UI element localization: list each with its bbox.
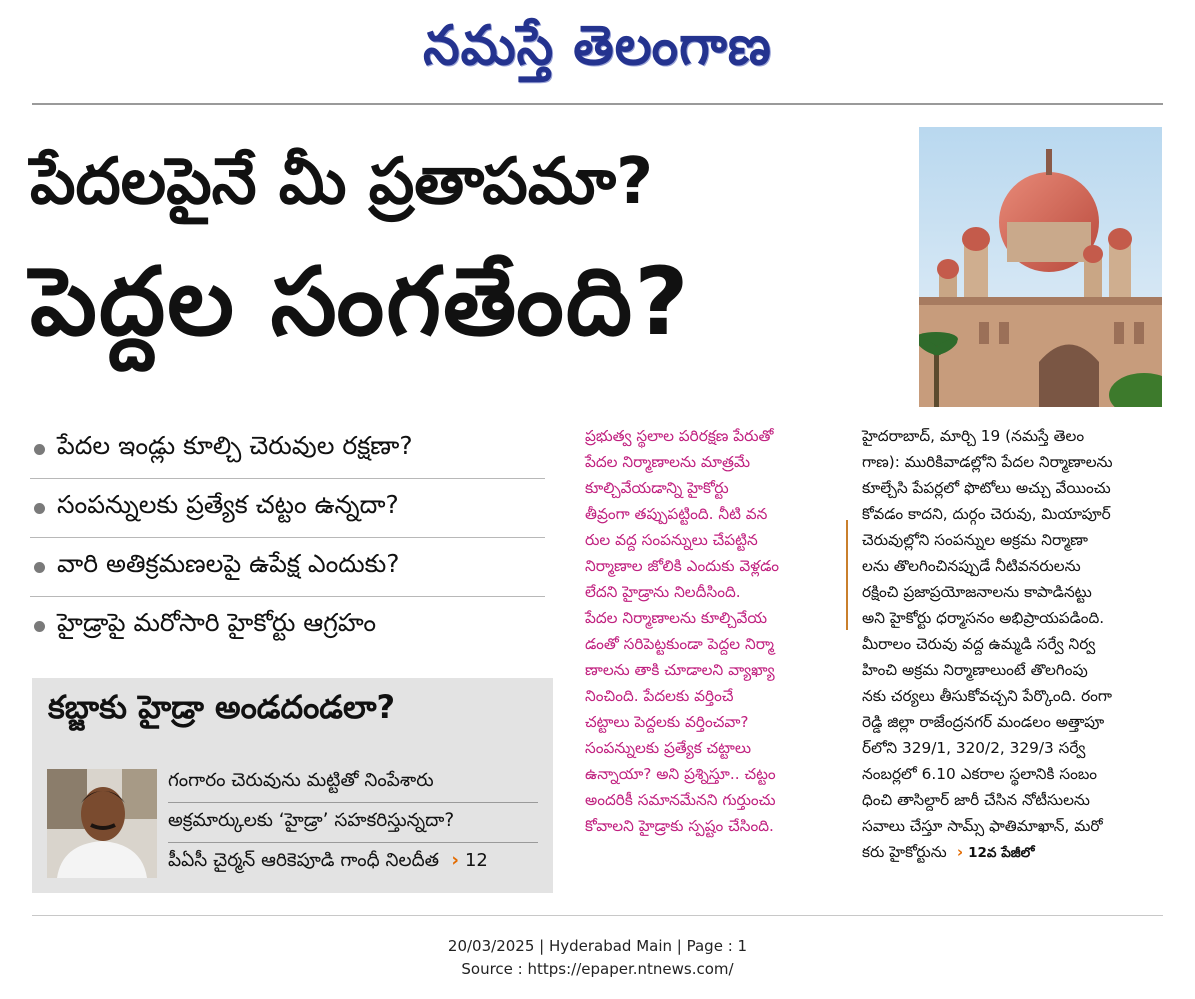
body-last-line — [862, 839, 1162, 866]
bullet-item — [30, 479, 545, 538]
summary-line: అందరికీ సమానమేనని గుర్తుంచు — [585, 791, 776, 809]
related-line-3 — [168, 850, 488, 875]
body-line: సవాలు చేస్తూ సామ్స్ ఫాతిమాఖాన్, మరో — [862, 817, 1103, 835]
continuation-arrow-icon: › — [951, 843, 964, 861]
person-photo — [47, 769, 157, 878]
summary-line: నిర్మాణాల జోలికి ఎందుకు వెళ్లడం — [585, 557, 780, 575]
bullet-dot-icon — [34, 503, 45, 514]
body-line: చెరువుల్లోని సంపన్నుల అక్రమ నిర్మాణా — [862, 531, 1088, 549]
article-body — [862, 423, 1162, 866]
summary-line: ప్రభుత్వ స్థలాల పరిరక్షణ పేరుతో — [585, 427, 774, 445]
related-story-box — [32, 678, 553, 893]
bullet-text: వారి అతిక్రమణలపై ఉపేక్ష ఎందుకు? — [57, 549, 400, 578]
summary-line: నించింది. పేదలకు వర్తించే — [585, 687, 734, 705]
summary-line: తీవ్రంగా తప్పుపట్టింది. నీటి వన — [585, 505, 768, 523]
page-ref-arrow-icon: › — [444, 850, 460, 871]
high-court-photo — [919, 127, 1162, 407]
masthead-logo: నమస్తే తెలంగాణ — [423, 14, 772, 78]
body-line: రెడ్డి జిల్లా రాజేంద్రనగర్ మండలం అత్తాపూ — [862, 713, 1105, 731]
footer-rule — [32, 915, 1163, 916]
body-line: రక్షించి ప్రజాప్రయోజనాలను కాపాడినట్టు — [862, 583, 1092, 601]
related-line-1: గంగారం చెరువును మట్టితో నింపేశారు — [168, 770, 434, 791]
portrait-illustration — [47, 769, 157, 878]
bullet-text: పేదల ఇండ్లు కూల్చి చెరువుల రక్షణా? — [57, 431, 413, 460]
body-line: నంబర్లలో 6.10 ఎకరాల స్థలానికి సంబం — [862, 765, 1098, 783]
body-line: గాణ): మురికివాడల్లోని పేదల నిర్మాణాలను — [862, 453, 1113, 471]
related-story-title: కబ్జాకు హైడ్రా అండదండలా? — [48, 688, 396, 726]
summary-line: పేదల నిర్మాణాలను కూల్చివేయ — [585, 609, 768, 627]
summary-line: ఉన్నాయా? అని ప్రశ్నిస్తూ.. చట్టం — [585, 765, 776, 783]
summary-line: చట్టాలు పెద్దలకు వర్తించవా? — [585, 713, 749, 731]
body-line: కూల్చేసి పేపర్లలో ఫొటోలు అచ్చు వేయించు — [862, 479, 1111, 497]
summary-line: లేదని హైడ్రాను నిలదీసింది. — [585, 583, 741, 601]
footer-edition-info: 20/03/2025 | Hyderabad Main | Page : 1 — [447, 937, 748, 955]
masthead-rule — [32, 103, 1163, 105]
body-line: హించి అక్రమ నిర్మాణాలుంటే తొలగింపు — [862, 661, 1088, 679]
body-line: కరు హైకోర్టును — [862, 843, 947, 861]
bullet-item — [30, 420, 545, 479]
bullet-dot-icon — [34, 621, 45, 632]
continuation-link[interactable]: 12వ పేజీలో — [968, 845, 1035, 861]
summary-line: ణాలను తాకి చూడాలని వ్యాఖ్యా — [585, 661, 775, 679]
bullet-text: హైడ్రాపై మరోసారి హైకోర్టు ఆగ్రహం — [57, 608, 377, 637]
related-rule — [168, 802, 538, 803]
masthead — [0, 6, 1195, 86]
body-line: మీరాలం చెరువు వద్ద ఉమ్మడి సర్వే నిర్వ — [862, 635, 1096, 653]
summary-line: కోవాలని హైడ్రాకు స్పష్టం చేసింది. — [585, 817, 774, 835]
headline-line1: పేదలపైనే మీ ప్రతాపమా? — [30, 145, 654, 219]
bullet-item — [30, 538, 545, 597]
column-divider — [846, 520, 848, 630]
related-line-3-text: పీఏసీ చైర్మన్ ఆరికెపూడి గాంధీ నిలదీత — [168, 850, 440, 871]
headline-line2: పెద్దల సంగతేంది? — [30, 248, 691, 357]
body-line: హైదరాబాద్, మార్చి 19 (నమస్తే తెలం — [862, 427, 1085, 445]
body-line: ధించి తాసిల్దార్ జారీ చేసిన నోటీసులను — [862, 791, 1090, 809]
summary-line: డంతో సరిపెట్టకుండా పెద్దల నిర్మా — [585, 635, 774, 653]
high-court-building-illustration — [919, 127, 1162, 407]
related-rule — [168, 842, 538, 843]
summary-line: రుల వద్ద సంపన్నులు చేపట్టిన — [585, 531, 758, 549]
body-line: లను తొలగించినప్పుడే నీటివనరులను — [862, 557, 1081, 575]
body-line: కోవడం కాదని, దుర్గం చెరువు, మియాపూర్ — [862, 505, 1111, 523]
page-ref-number: 12 — [464, 850, 488, 871]
related-line-2: అక్రమార్కులకు ‘హైడ్రా’ సహకరిస్తున్నదా? — [168, 810, 455, 831]
bullet-text: సంపన్నులకు ప్రత్యేక చట్టం ఉన్నదా? — [57, 490, 399, 519]
footer-source[interactable]: Source : https://epaper.ntnews.com/ — [461, 960, 734, 978]
bullet-list — [30, 420, 545, 655]
body-line: ర్‌లోని 329/1, 320/2, 329/3 సర్వే — [862, 739, 1086, 757]
bullet-item — [30, 597, 545, 655]
bullet-dot-icon — [34, 444, 45, 455]
summary-column — [585, 423, 828, 839]
summary-line: కూల్చివేయడాన్ని హైకోర్టు — [585, 479, 729, 497]
body-line: నకు చర్యలు తీసుకోవచ్చని పేర్కొంది. రంగా — [862, 687, 1113, 705]
body-line: అని హైకోర్టు ధర్మాసనం అభిప్రాయపడింది. — [862, 609, 1105, 627]
summary-line: పేదల నిర్మాణాలను మాత్రమే — [585, 453, 751, 471]
summary-line: సంపన్నులకు ప్రత్యేక చట్టాలు — [585, 739, 752, 757]
bullet-dot-icon — [34, 562, 45, 573]
